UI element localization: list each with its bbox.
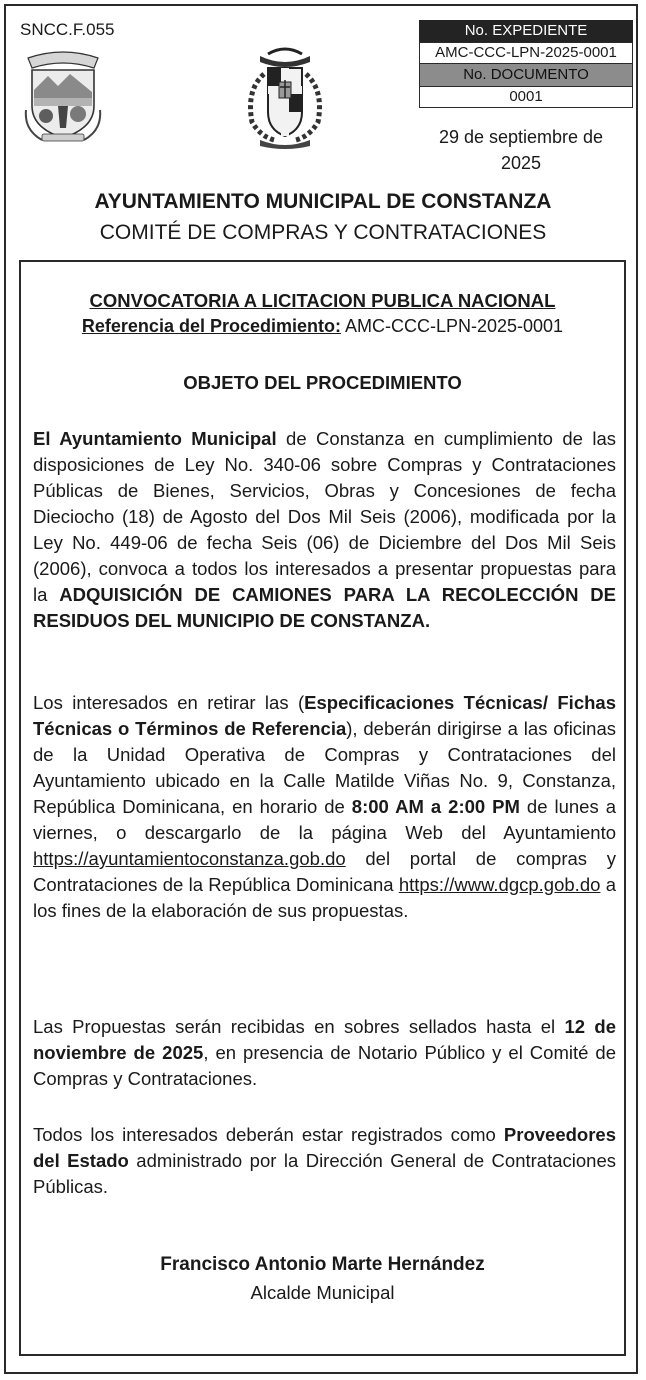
notice-title: CONVOCATORIA A LICITACION PUBLICA NACIONAL <box>89 290 556 311</box>
p2-text-1: Los interesados en retirar las ( <box>33 692 305 713</box>
organization-name: AYUNTAMIENTO MUNICIPAL DE CONSTANZA <box>94 190 552 213</box>
p2-text-2: ), deberán dirigirse a las oficinas de la Unidad Operativa de Compras y Contrataciones del Ayuntamiento ubicado en la Calle Matilde Viñas No. 9, Constanza, República Dominicana, en horario de <box>33 718 616 817</box>
documento-value: 0001 <box>419 86 633 108</box>
p1-bold-end: ADQUISICIÓN DE CAMIONES PARA LA RECOLECCIÓN DE RESIDUOS DEL MUNICIPIO DE CONSTANZA. <box>33 584 616 631</box>
reference-value: AMC-CCC-LPN-2025-0001 <box>340 316 564 336</box>
p4-bold-1: Proveedores del Estado <box>33 1124 616 1171</box>
paragraph-deadline <box>33 1014 616 1092</box>
p3-text-1: Las Propuestas serán recibidas en sobres sellados hasta el <box>33 1016 565 1037</box>
p2-text-4: del portal de compras y Contrataciones de la República Dominicana <box>33 848 616 895</box>
paragraph-objective <box>33 426 616 634</box>
signer-title: Alcalde Municipal <box>250 1282 395 1303</box>
date-line-2: 2025 <box>500 153 542 173</box>
signer-name: Francisco Antonio Marte Hernández <box>160 1254 485 1275</box>
municipal-seal-logo <box>22 44 104 144</box>
section-heading: OBJETO DEL PROCEDIMIENTO <box>183 372 462 393</box>
p2-text-3: de lunes a viernes, o descargarlo de la página Web del Ayuntamiento <box>33 796 616 843</box>
p1-bold-start: El Ayuntamiento Municipal <box>33 428 277 449</box>
issue-date <box>410 124 632 176</box>
p3-text-2: , en presencia de Notario Público y el Comité de Compras y Contrataciones. <box>33 1042 616 1089</box>
p1-text: de Constanza en cumplimiento de las disposiciones de Ley No. 340-06 sobre Compras y Contrataciones Públicas de Bienes, Servicios, Obras y Concesiones de fecha Dieciocho (18) de Agosto del Dos Mil Seis (2006), modificada por la Ley No. 449-06 de fecha Seis (06) de Diciembre del Dos Mil Seis (2006), convoca a todos los interesados a presentar propuestas para la <box>33 428 616 605</box>
expediente-value: AMC-CCC-LPN-2025-0001 <box>419 42 633 64</box>
dgcp-website-link[interactable]: https://www.dgcp.gob.do <box>398 874 601 895</box>
p3-bold-date: 12 de noviembre de 2025 <box>33 1016 616 1063</box>
reference-label: Referencia del Procedimiento: <box>81 316 341 336</box>
p2-bold-1: Especificaciones Técnicas/ Fichas Técnicas o Términos de Referencia <box>33 692 616 739</box>
form-code: SNCC.F.055 <box>20 20 115 39</box>
reference-line <box>21 316 624 337</box>
expediente-label: No. EXPEDIENTE <box>419 20 633 42</box>
paragraph-documents <box>33 690 616 924</box>
case-number-box <box>419 20 633 108</box>
paragraph-registration <box>33 1122 616 1200</box>
p4-text-2: administrado por la Dirección General de Contrataciones Públicas. <box>33 1150 616 1197</box>
date-line-1: 29 de septiembre de <box>438 127 604 147</box>
p2-text-5: a los fines de la elaboración de sus propuestas. <box>33 874 616 921</box>
p2-bold-hours: 8:00 AM a 2:00 PM <box>351 796 520 817</box>
p4-text-1: Todos los interesados deberán estar registrados como <box>33 1124 504 1145</box>
ayuntamiento-website-link[interactable]: https://ayuntamientoconstanza.gob.do <box>33 848 346 869</box>
committee-name: COMITÉ DE COMPRAS Y CONTRATACIONES <box>99 221 547 244</box>
documento-label: No. DOCUMENTO <box>419 64 633 86</box>
national-coat-of-arms <box>230 40 340 150</box>
notice-box <box>19 260 626 1356</box>
